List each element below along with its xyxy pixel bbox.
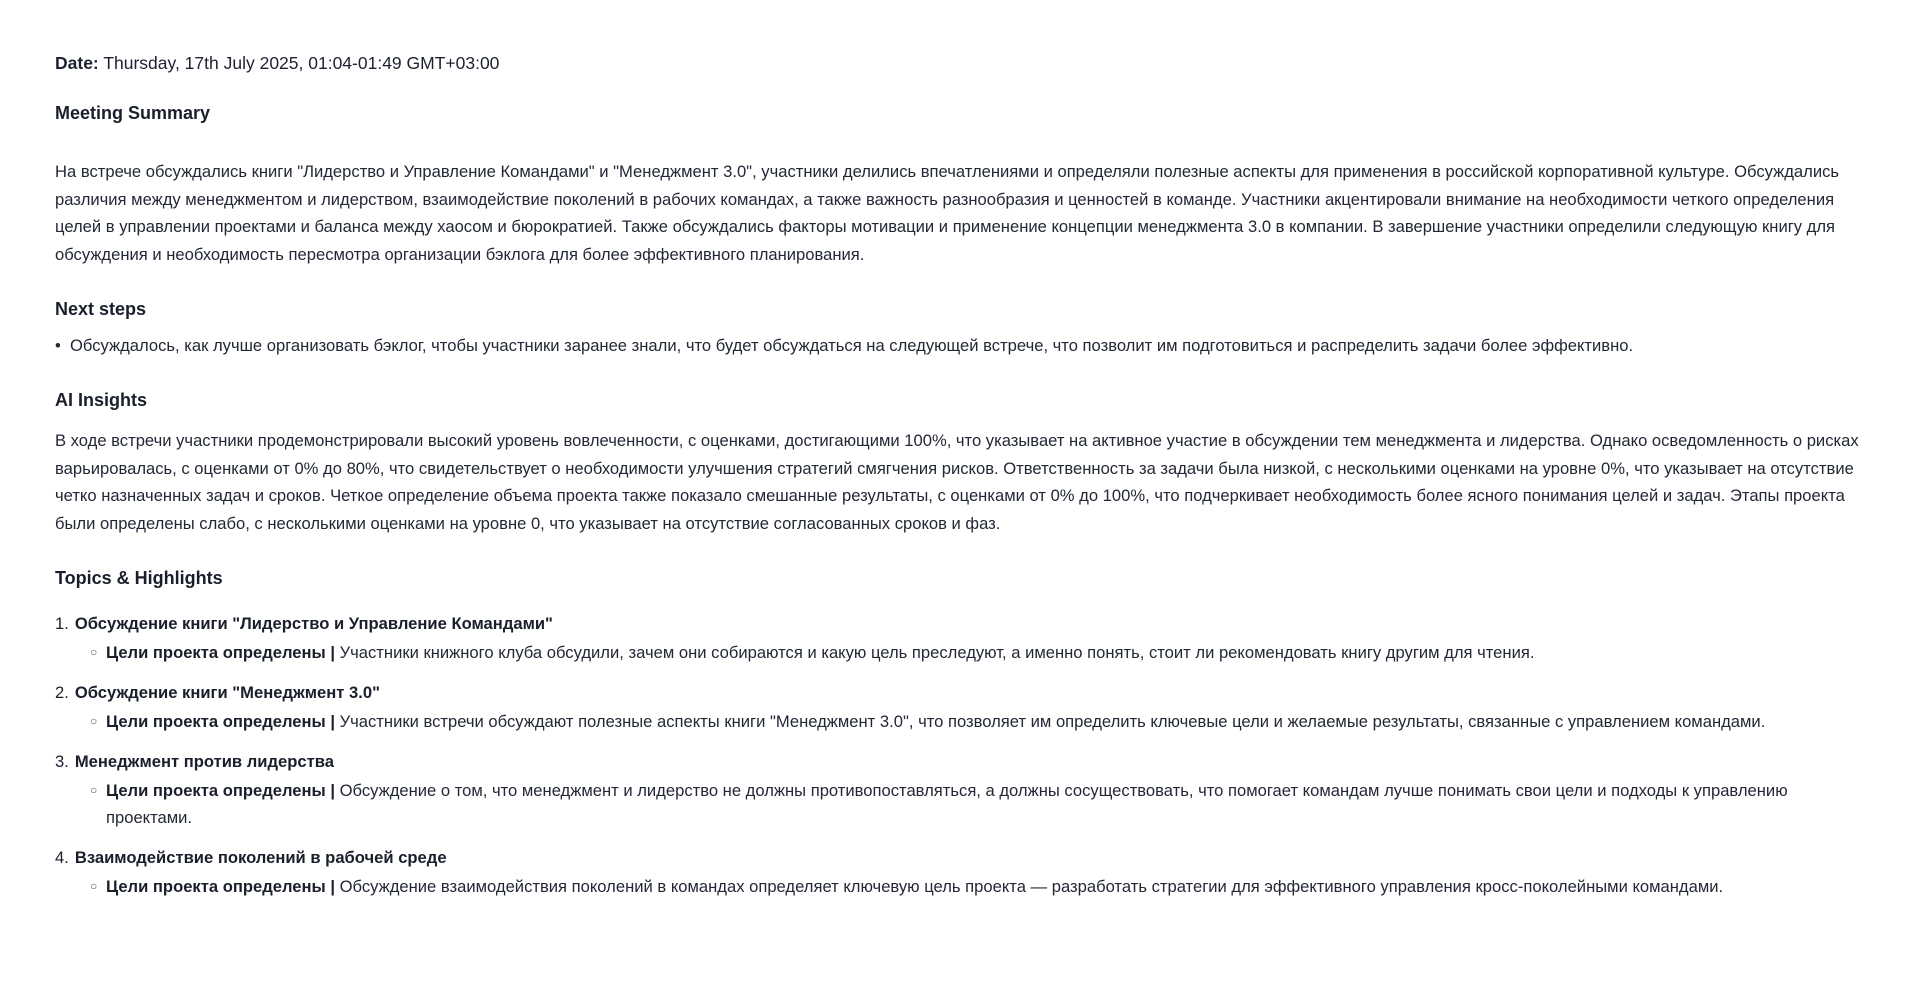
- topic-title: [55, 680, 1866, 706]
- topic-item: [55, 611, 1866, 666]
- meeting-summary-text: На встрече обсуждались книги "Лидерство и Управление Командами" и "Менеджмент 3.0", участники делились впечатлениями и определяли полезные аспекты для применения в российской корпоративной культуре. Обсуждались различия между менеджментом и лидерством, взаимодействие поколений в рабочих командах, а также важность разнообразия и ценностей в команде. Участники акцентировали внимание на необходимости четкого определения целей в управлении проектами и баланса между хаосом и бюрократией. Также обсуждались факторы мотивации и применение концепции менеджмента 3.0 в компании. В завершение участники определили следующую книгу для обсуждения и необходимость пересмотра организации бэклога для более эффективного планирования.: [55, 162, 1840, 264]
- topic-title: [55, 845, 1866, 871]
- circle-bullet-icon: ○: [90, 714, 98, 728]
- highlight-label: Цели проекта определены |: [106, 781, 335, 800]
- topic-title-text: Обсуждение книги "Менеджмент 3.0": [74, 683, 380, 702]
- next-step-item: [55, 333, 1866, 359]
- topic-highlight: [55, 873, 1866, 900]
- topic-highlight: [55, 639, 1866, 666]
- date-label: Date:: [55, 53, 99, 73]
- topics-list: [55, 611, 1866, 900]
- topic-item: [55, 749, 1866, 831]
- circle-bullet-icon: ○: [90, 879, 98, 893]
- highlight-text: Участники встречи обсуждают полезные аспекты книги "Менеджмент 3.0", что позволяет им определить ключевые цели и желаемые результаты, связанные с управлением командами.: [334, 712, 1766, 731]
- highlight-text: Участники книжного клуба обсудили, зачем они собираются и какую цель преследуют, а именно понять, стоит ли рекомендовать книгу другим для чтения.: [334, 643, 1535, 662]
- meeting-date: [55, 50, 1866, 76]
- topic-highlight: [55, 708, 1866, 735]
- topic-number: 4.: [55, 848, 69, 867]
- topic-number: 3.: [55, 752, 69, 771]
- date-value: Thursday, 17th July 2025, 01:04-01:49 GMT+03:00: [103, 53, 500, 73]
- topic-number: 2.: [55, 683, 69, 702]
- topic-title: [55, 611, 1866, 637]
- topics-highlights-heading: Topics & Highlights: [55, 568, 223, 588]
- next-steps-heading: Next steps: [55, 299, 147, 319]
- topic-title-text: Обсуждение книги "Лидерство и Управление Командами": [74, 614, 553, 633]
- highlight-text: Обсуждение взаимодействия поколений в командах определяет ключевую цель проекта — разработать стратегии для эффективного управления кросс-поколейными командами.: [334, 877, 1724, 896]
- highlight-label: Цели проекта определены |: [106, 877, 335, 896]
- ai-insights-heading: AI Insights: [55, 390, 148, 410]
- topic-item: [55, 680, 1866, 735]
- ai-insights-text: В ходе встречи участники продемонстрировали высокий уровень вовлеченности, с оценками, достигающими 100%, что указывает на активное участие в обсуждении тем менеджмента и лидерства. Однако осведомленность о рисках варьировалась, с оценками от 0% до 80%, что свидетельствует о необходимости улучшения стратегий смягчения рисков. Ответственность за задачи была низкой, с несколькими оценками на уровне 0%, что указывает на отсутствие четко назначенных задач и сроков. Четкое определение объема проекта также показало смешанные результаты, с оценками от 0% до 100%, что подчеркивает необходимость более ясного понимания целей и задач. Этапы проекта были определены слабо, с несколькими оценками на уровне 0, что указывает на отсутствие согласованных сроков и фаз.: [55, 431, 1859, 533]
- topic-item: [55, 845, 1866, 900]
- topic-title-text: Взаимодействие поколений в рабочей среде: [74, 848, 447, 867]
- next-step-text: Обсуждалось, как лучше организовать бэклог, чтобы участники заранее знали, что будет обсуждаться на следующей встрече, что позволит им подготовиться и распределить задачи более эффективно.: [70, 336, 1634, 355]
- topic-title: [55, 749, 1866, 775]
- circle-bullet-icon: ○: [90, 645, 98, 659]
- topic-title-text: Менеджмент против лидерства: [74, 752, 334, 771]
- highlight-text: Обсуждение о том, что менеджмент и лидерство не должны противопоставляться, а должны сосуществовать, что помогает командам лучше понимать свои цели и подходы к управлению проектами.: [106, 781, 1788, 827]
- bullet-icon: •: [55, 336, 61, 355]
- circle-bullet-icon: ○: [90, 783, 98, 797]
- highlight-label: Цели проекта определены |: [106, 712, 335, 731]
- highlight-label: Цели проекта определены |: [106, 643, 335, 662]
- topic-highlight: [55, 777, 1866, 831]
- topic-number: 1.: [55, 614, 69, 633]
- meeting-summary-heading: Meeting Summary: [55, 103, 211, 123]
